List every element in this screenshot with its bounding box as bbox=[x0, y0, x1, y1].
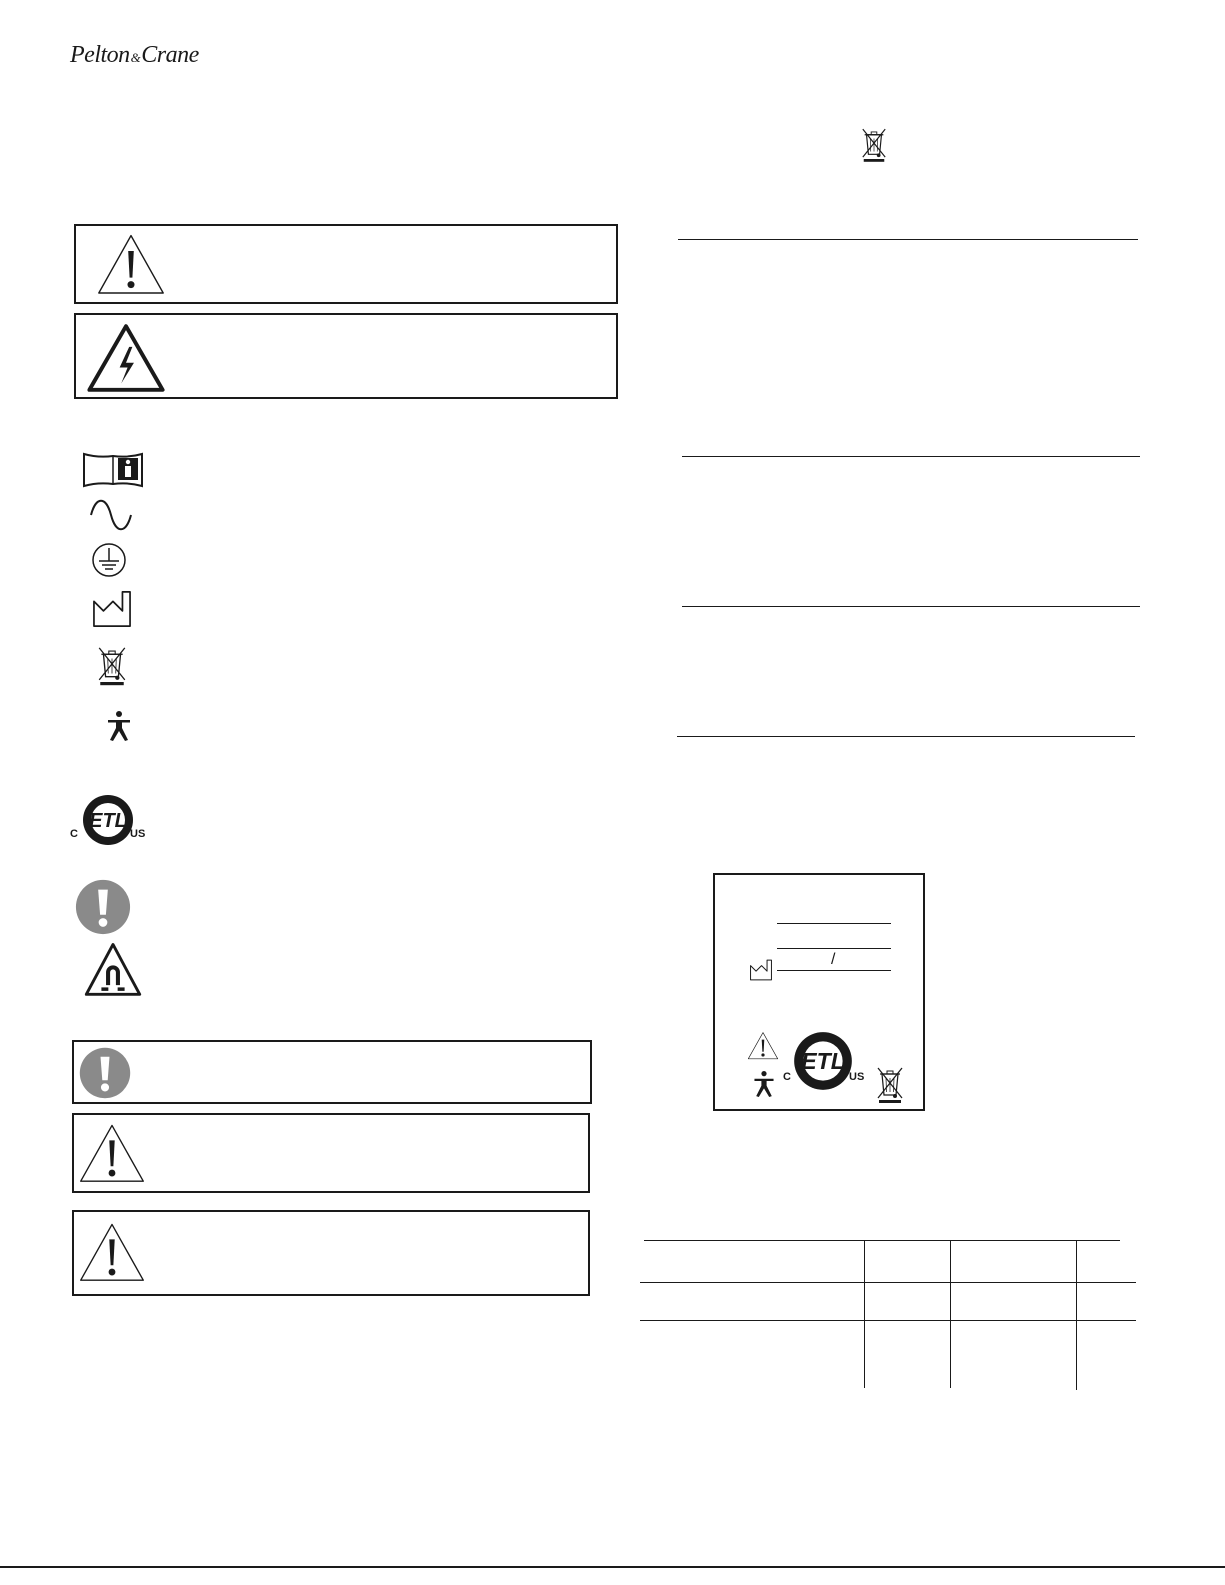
weee-bin-icon bbox=[96, 642, 128, 690]
table-col-divider-1 bbox=[864, 1240, 865, 1388]
manufacturer-icon bbox=[92, 590, 132, 628]
caution-triangle-icon bbox=[78, 1119, 146, 1189]
section-rule-2 bbox=[682, 456, 1140, 457]
manufacturer-icon bbox=[749, 959, 773, 981]
brand-logo bbox=[70, 42, 199, 69]
product-label-sample bbox=[713, 873, 925, 1111]
label-field-line-3 bbox=[777, 970, 891, 971]
mandatory-action-icon bbox=[78, 1046, 132, 1100]
logo-name-2: Crane bbox=[141, 42, 199, 68]
electric-hazard-icon bbox=[86, 323, 166, 393]
label-etl-c: C bbox=[783, 1071, 791, 1083]
etl-listed-mark bbox=[70, 794, 146, 850]
magnetic-field-icon bbox=[84, 942, 142, 998]
etl-us-label: US bbox=[130, 828, 146, 840]
caution-notice-box-1 bbox=[72, 1113, 590, 1193]
section-rule-3 bbox=[682, 606, 1140, 607]
spec-table bbox=[640, 1238, 1136, 1390]
mandatory-action-icon bbox=[74, 878, 132, 936]
svg-text:ETL: ETL bbox=[801, 1048, 845, 1075]
table-header-rule bbox=[640, 1282, 1136, 1283]
footer-rule bbox=[0, 1566, 1225, 1568]
caution-triangle-icon bbox=[78, 1216, 146, 1290]
table-row-rule bbox=[640, 1320, 1136, 1321]
label-field-line-1 bbox=[777, 923, 891, 924]
type-b-applied-part-icon bbox=[104, 705, 134, 747]
table-top-rule bbox=[644, 1240, 1120, 1241]
section-rule-1 bbox=[678, 239, 1138, 240]
alternating-current-icon bbox=[88, 500, 134, 530]
weee-bin-icon bbox=[860, 122, 888, 168]
caution-warning-box bbox=[74, 224, 618, 304]
protective-earth-icon bbox=[91, 542, 127, 578]
etl-listed-mark-icon bbox=[793, 1031, 853, 1091]
logo-name: Pelton bbox=[70, 42, 130, 68]
etl-listed-mark-icon bbox=[82, 794, 134, 846]
label-etl-mark bbox=[783, 1031, 863, 1095]
label-field-line-2 bbox=[777, 948, 891, 949]
logo-connector: & bbox=[130, 50, 141, 65]
table-col-divider-3 bbox=[1076, 1240, 1077, 1390]
section-rule-4 bbox=[677, 736, 1135, 737]
svg-text:ETL: ETL bbox=[89, 810, 127, 832]
mandatory-notice-box bbox=[72, 1040, 592, 1104]
weee-bin-icon bbox=[875, 1065, 905, 1105]
caution-triangle-icon bbox=[747, 1031, 779, 1061]
electric-hazard-box bbox=[74, 313, 618, 399]
caution-notice-box-2 bbox=[72, 1210, 590, 1296]
etl-c-label: C bbox=[70, 828, 78, 840]
consult-instructions-icon bbox=[82, 452, 144, 488]
type-b-applied-part-icon bbox=[751, 1067, 777, 1101]
caution-triangle-icon bbox=[96, 232, 166, 298]
label-etl-us: US bbox=[849, 1071, 865, 1083]
label-date-separator: / bbox=[831, 951, 836, 968]
table-col-divider-2 bbox=[950, 1240, 951, 1388]
